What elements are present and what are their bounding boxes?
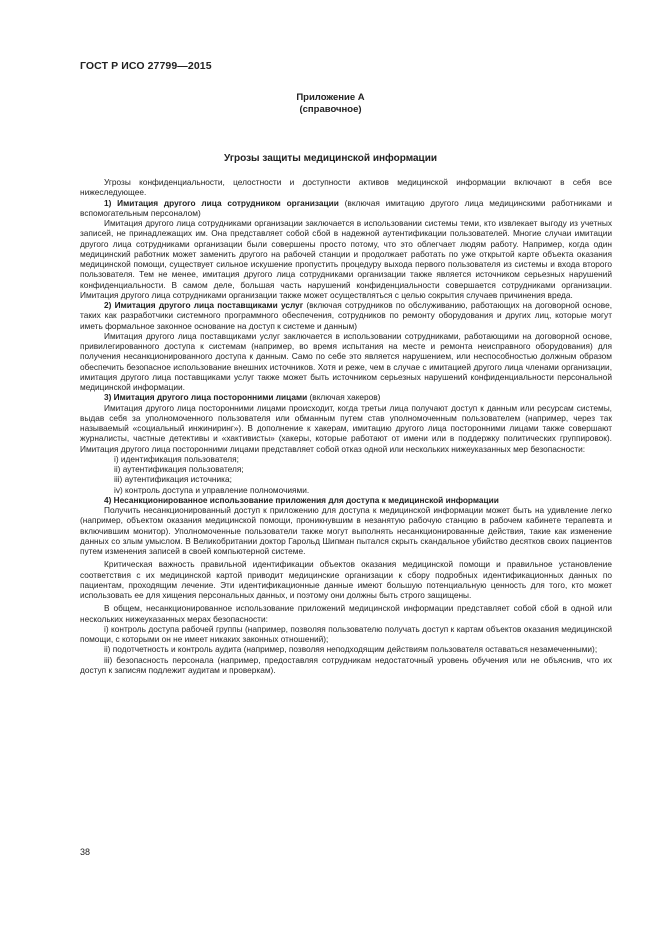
item4-list-item: iii) безопасность персонала (например, предоставляя сотрудникам недостаточный уровень обучения или не объяснив, что их доступ к записям подлежит аудитам и проверкам). (80, 654, 612, 675)
item3-list-item: iv) контроль доступа и управление полномочиями. (114, 484, 310, 495)
document-body (80, 177, 612, 675)
page-number: 38 (80, 847, 91, 857)
appendix-subtitle: (справочное) (299, 104, 362, 115)
item3-list-item: i) идентификация пользователя; (114, 453, 239, 464)
item3-heading-paragraph (80, 392, 612, 402)
item3-list-item: iii) аутентификация источника; (114, 474, 232, 485)
item4-heading-paragraph (80, 495, 612, 505)
item1-heading: 1) Имитация другого лица сотрудником организации (104, 197, 339, 208)
item2-heading-paragraph (80, 300, 612, 331)
item4-paragraph-1: Получить несанкционированный доступ к приложению для доступа к медицинской информации может быть на удивление легко (например, объектом оказания медицинской помощи, проникнувшим в незанятую рабочую станцию в рабочем кабинете терапевта и включившим монитор). Уполномоченные пользователи также могут выполнять несанкционированные действия, такие как изменение данных со злым умыслом. В Великобритании доктор Гарольд Шипман пытался скрыть скандальное убийство десятков своих пациентов путем изменения записей в своей компьютерной системе. (80, 505, 612, 556)
item4-heading: 4) Несанкционированное использование приложения для доступа к медицинской информации (104, 494, 499, 505)
item1-heading-rest: (включая имитацию другого лица медицинскими работниками и вспомогательным персоналом) (80, 197, 612, 218)
appendix-title: Приложение А (296, 92, 365, 103)
item1-heading-paragraph (80, 198, 612, 219)
item4-paragraph-2: Критическая важность правильной идентификации объектов оказания медицинской помощи и правильное установление соответствия с их медицинской картой приводит медицинские организации к сбору подробных идентификационных данных по пациентам, проходящим лечение. Эти идентификационные данные имеют большую потенциальную ценность для того, кто может использовать ее для хищения персональных данных, и поэтому они должны быть строго защищены. (80, 559, 612, 600)
item4-paragraph-3: В общем, несанкционированное использование приложений медицинской информации представляет собой сбой в одной или нескольких нижеуказанных мерах безопасности: (80, 603, 612, 624)
item2-paragraph: Имитация другого лица поставщиками услуг заключается в использовании сотрудниками, работающими на договорной основе, привилегированного доступа к системам (например, во время испытания на месте и ремонта неисправного оборудования) для получения несанкционированного доступа к данным. Само по себе это является нарушением, или неспособностью должным образом обеспечить безопасное использование внешних источников. Хотя и реже, чем в случае с имитацией другого лица членами организации, имитация другого лица поставщиками услуг также может быть источником серьезных нарушений конфиденциальности персональной медицинской информации. (80, 330, 612, 392)
item1-paragraph: Имитация другого лица сотрудниками организации заключается в использовании системы теми, кто извлекает выгоду из учетных записей, не принадлежащих им. Она представляет собой сбой в надежной аутентификации пользователей. Многие случаи имитации другого лица сотрудниками организации были совершены просто потому, что это облегчает людям работу. Например, когда один медицинский работник может заменить другого на рабочей станции и продолжает работать по уже открытой карте объекта оказания медицинской помощи, существует сильное искушение пропустить процедуру выхода первого пользователя из системы и входа второго пользователя. Тем не менее, имитация другого лица сотрудниками организации также является источником серьезных нарушений конфиденциальности. В самом деле, большая часть нарушений конфиденциальности совершается сотрудниками организации. Имитация другого лица сотрудниками организации также может осуществляться с целью сокрытия случаев причинения вреда. (80, 218, 612, 300)
item4-list-item: ii) подотчетность и контроль аудита (например, позволяя неподходящим действиям пользователя оставаться незамеченными); (104, 644, 598, 655)
item3-list-item: ii) аутентификация пользователя; (114, 464, 244, 474)
standard-header: ГОСТ Р ИСО 27799—2015 (80, 60, 212, 72)
item2-heading: 2) Имитация другого лица поставщиками услуг (104, 300, 304, 310)
intro-paragraph: Угрозы конфиденциальности, целостности и доступности активов медицинской информации включают в себя все нижеследующее. (80, 177, 612, 198)
item4-list-item: i) контроль доступа рабочей группы (например, позволяя пользователю получать доступ к картам объектов оказания медицинской помощи, с которыми он не имеет никаких законных отношений); (80, 623, 612, 644)
item3-heading: 3) Имитация другого лица посторонними лицами (104, 392, 308, 403)
item2-heading-rest: (включая сотрудников по обслуживанию, работающих на договорной основе, таких как разработчики системного программного обеспечения, сотрудников по ремонту оборудования и других лиц, которые могут иметь формальное законное основание на доступ к системе и данным) (80, 300, 612, 331)
section-title: Угрозы защиты медицинской информации (224, 153, 437, 164)
item3-heading-rest: (включая хакеров) (307, 392, 381, 403)
item3-paragraph: Имитация другого лица посторонними лицами происходит, когда третьи лица получают доступ к данным или ресурсам системы, выдав себя за уполномоченного пользователя или обманным путем став уполномоченным пользователем (например, через так называемый «социальный инжиниринг»). В дополнение к хакерам, имитацию другого лица посторонними лицами также совершают журналисты, частные детективы и «хактивисты» (хакеры, которые работают от имени или в поддержку политических группировок). Имитация другого лица посторонними лицами представляет собой отказ одной или нескольких нижеуказанных мер безопасности: (80, 402, 612, 454)
